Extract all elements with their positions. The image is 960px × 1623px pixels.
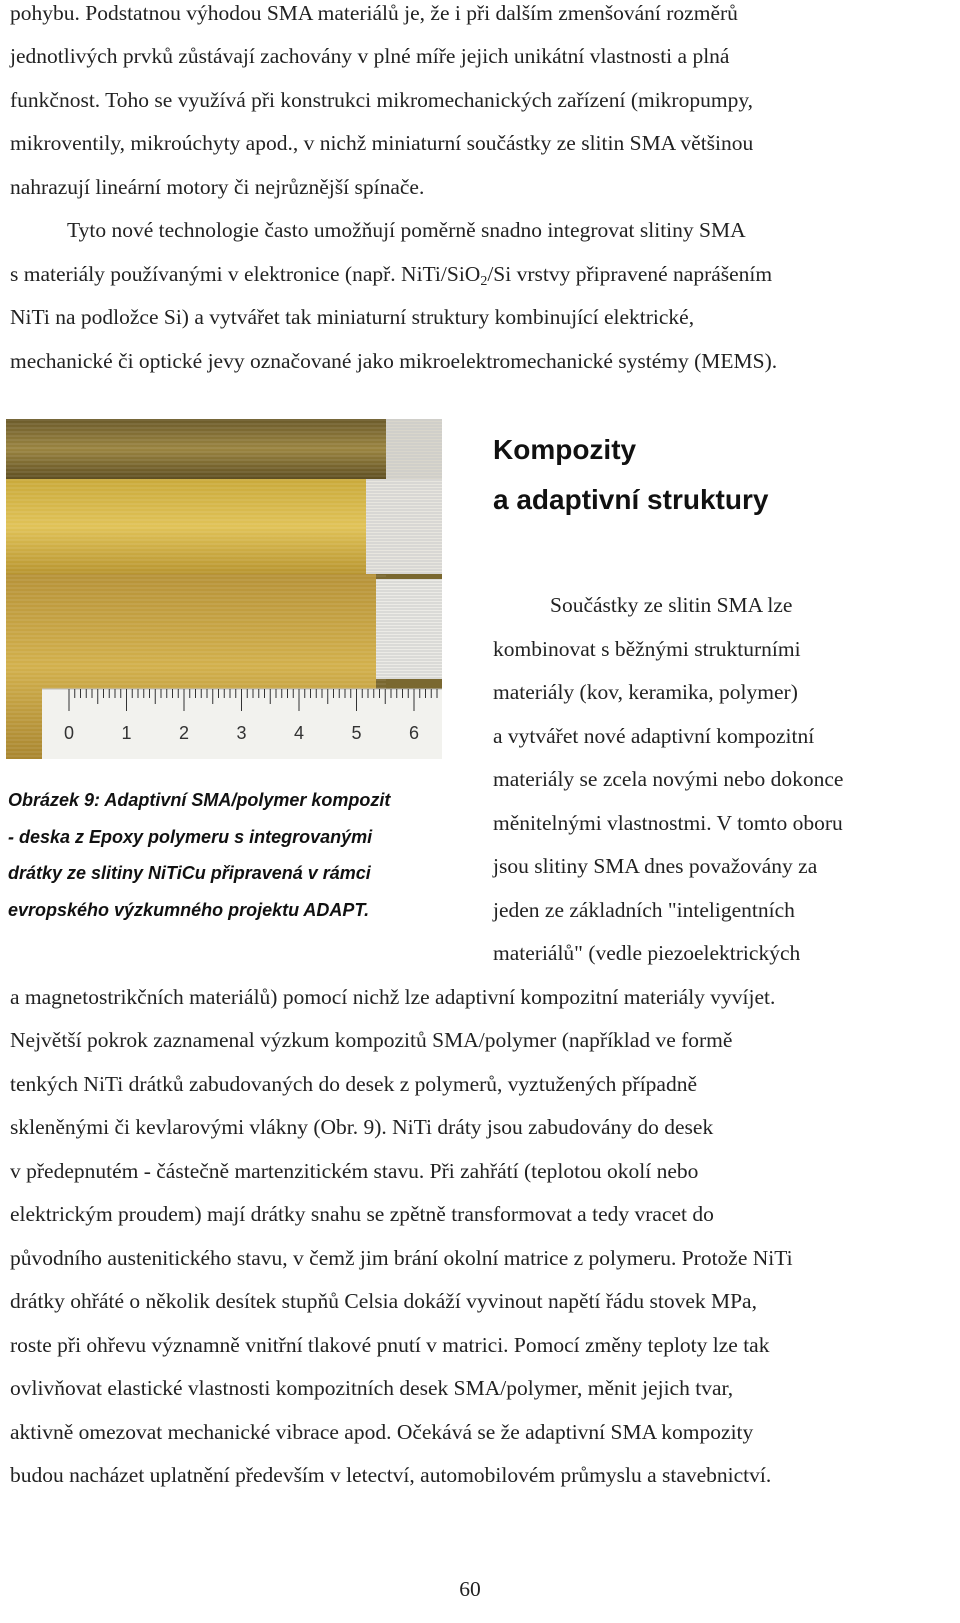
section-heading-line-1: Kompozity — [493, 434, 637, 465]
intro-line-5: nahrazují lineární motory či nejrůznější spínače. — [10, 175, 425, 199]
body-line-8: drátky ohřáté o několik desítek stupňů Celsia dokáží vyvinout napětí řádu stovek MPa, — [10, 1289, 757, 1313]
intro-line-4: mikroventily, mikroúchyty apod., v nichž miniaturní součástky ze slitin SMA většinou — [10, 131, 754, 155]
figure-caption-line-1: Obrázek 9: Adaptivní SMA/polymer kompozit — [8, 790, 391, 810]
side-text-line-1: Součástky ze slitin SMA lze — [550, 593, 793, 617]
side-text-line-5: materiály se zcela novými nebo dokonce — [493, 767, 844, 791]
intro-line-1: pohybu. Podstatnou výhodou SMA materiálů je, že i při dalším zmenšování rozměrů — [10, 1, 738, 25]
mems-line-4: mechanické či optické jevy označované jako mikroelektromechanické systémy (MEMS). — [10, 349, 778, 373]
mems-line-1: Tyto nové technologie často umožňují poměrně snadno integrovat slitiny SMA — [67, 218, 746, 242]
ruler-number: 3 — [236, 723, 247, 743]
side-text-line-8: jeden ze základních "inteligentních — [493, 898, 795, 922]
ruler-number: 1 — [121, 723, 132, 743]
figure-caption-line-4: evropského výzkumného projektu ADAPT. — [8, 900, 370, 920]
section-heading-line-2: a adaptivní struktury — [493, 484, 769, 515]
body-line-9: roste při ohřevu významně vnitřní tlakové pnutí v matrici. Pomocí změny teploty lze tak — [10, 1333, 770, 1357]
page-number: 60 — [459, 1577, 481, 1601]
ruler-number: 5 — [351, 723, 362, 743]
body-line-5: v předepnutém - částečně martenzitickém stavu. Při zahřátí (teplotou okolí nebo — [10, 1159, 699, 1183]
side-text-line-3: materiály (kov, keramika, polymer) — [493, 680, 798, 704]
body-line-6: elektrickým proudem) mají drátky snahu se zpětně transformovat a tedy vracet do — [10, 1202, 714, 1226]
side-text-line-4: a vytvářet nové adaptivní kompozitní — [493, 724, 815, 748]
mems-line-3: NiTi na podložce Si) a vytvářet tak miniaturní struktury kombinující elektrické, — [10, 305, 695, 329]
ruler-number: 6 — [408, 723, 420, 743]
mems-line-2: s materiály používanými v elektronice (např. NiTi/SiO$_2$/Si vrstvy připravené naprášením — [10, 262, 773, 289]
body-line-10: ovlivňovat elastické vlastnosti kompozitních desek SMA/polymer, měnit jejich tvar, — [10, 1376, 734, 1400]
side-text-line-6: měnitelnými vlastnostmi. V tomto oboru — [493, 811, 843, 835]
body-line-7: původního austenitického stavu, v čemž jim brání okolní matrice z polymeru. Protože NiTi — [10, 1246, 793, 1270]
body-line-4: skleněnými či kevlarovými vlákny (Obr. 9). NiTi dráty jsou zabudovány do desek — [10, 1115, 714, 1139]
body-line-12: budou nacházet uplatnění především v letectví, automobilovém průmyslu a stavebnictví. — [10, 1463, 772, 1487]
body-line-3: tenkých NiTi drátků zabudovaných do desek z polymerů, vyztužených případně — [10, 1072, 698, 1096]
side-text-line-9: materiálů" (vedle piezoelektrických — [493, 941, 801, 965]
side-text-line-7: jsou slitiny SMA dnes považovány za — [493, 854, 818, 878]
subscript-2: 2 — [480, 274, 488, 289]
ruler-number: 4 — [293, 723, 305, 743]
body-line-11: aktivně omezovat mechanické vibrace apod. Očekává se že adaptivní SMA kompozity — [10, 1420, 754, 1444]
body-line-1: a magnetostrikčních materiálů) pomocí nichž lze adaptivní kompozitní materiály vyvíjet. — [10, 985, 776, 1009]
figure-caption-line-2: - deska z Epoxy polymeru s integrovanými — [8, 827, 373, 847]
intro-line-2: jednotlivých prvků zůstávají zachovány v plné míře jejich unikátní vlastnosti a plná — [10, 44, 730, 68]
side-text-line-2: kombinovat s běžnými strukturními — [493, 637, 801, 661]
body-line-2: Největší pokrok zaznamenal výzkum kompozitů SMA/polymer (například ve formě — [10, 1028, 733, 1052]
figure-caption-line-3: drátky ze slitiny NiTiCu připravená v rámci — [8, 863, 371, 883]
ruler-number: 0 — [63, 723, 75, 743]
intro-line-3: funkčnost. Toho se využívá při konstrukci mikromechanických zařízení (mikropumpy, — [10, 88, 754, 112]
composite-plate-photo — [6, 419, 442, 759]
ruler-number: 2 — [178, 723, 190, 743]
